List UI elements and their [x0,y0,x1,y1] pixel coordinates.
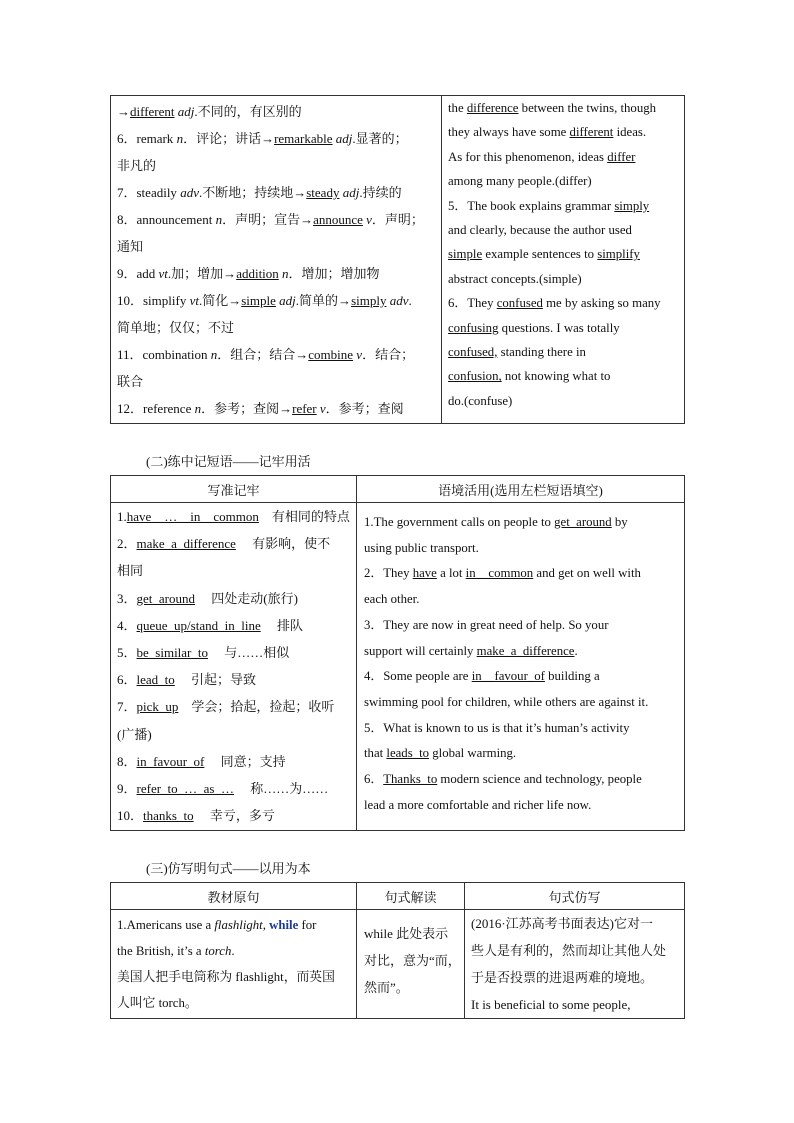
text-line [364,613,684,639]
answer-blank: be_similar_to [136,645,209,661]
answer-blank: in__favour_of [471,669,545,684]
text-line [471,937,684,964]
text-run: abstract concepts.(simple) [448,271,582,286]
answer-blank: refer_to_…_as_… [136,781,234,797]
answer-blank: simply [614,198,650,213]
text-run: for [298,918,317,932]
vocab-left-cell [111,96,442,424]
text-run: .显著的； [352,131,408,146]
vocab-right-lines [442,96,684,413]
answer-blank: steady [306,185,340,200]
text-line [117,530,356,557]
text-line [364,741,684,767]
text-line [448,316,684,340]
answer-blank: lead_to [136,672,175,688]
text-run: .简单的→ [295,293,352,308]
text-line [364,690,684,716]
text-line [117,179,441,206]
text-run: .不断地；持续地→ [198,185,307,200]
text-line [364,536,684,562]
text-run: 3． [117,590,137,606]
answer-blank: get_around [554,515,612,529]
answer-blank: different [569,125,614,140]
text-line [117,206,441,233]
text-run: 2． [117,536,137,552]
text-run: 1. [117,509,127,524]
text-line [117,639,356,666]
answer-blank: refer [292,401,317,416]
text-run: 美国人把手电筒称为 flashlight，而英国 [117,970,335,984]
answer-blank: simple [448,247,483,262]
text-line [471,910,684,937]
answer-blank: queue_up/stand_in_line [136,617,261,633]
text-run: v [319,401,326,416]
text-run: 人叫它 torch。 [117,996,198,1010]
text-run: 2．They [364,566,413,581]
sentence-original-lines [111,910,356,1016]
text-run: 9．add [117,266,159,281]
sentence-analysis-lines [357,910,464,1001]
text-line [117,721,356,748]
answer-blank: have__…__in__common [126,509,259,524]
text-run: 称……为…… [233,781,329,797]
text-run: vt [158,266,168,281]
text-run: 8．announcement [117,212,216,227]
text-run: 学会；拾起，捡起；收听 [178,699,335,715]
answer-blank: combine [308,347,354,362]
text-run: 5． [117,645,137,661]
text-run: adv [180,185,199,200]
sentence-head-analysis: 句式解读 [357,883,465,910]
sentence-imitation-lines [465,910,684,1018]
text-line [117,802,356,829]
text-run: building a [544,669,600,684]
sentence-original-cell [111,910,357,1019]
text-run: . [574,643,578,658]
vocab-left-lines [111,96,441,422]
text-run: while 此处表示 [364,926,449,941]
text-run: adv [389,293,409,308]
text-run: the British, it’s a [117,944,205,958]
text-run: ．声明；宣告→ [222,212,314,227]
sentence-imitation-cell [465,910,685,1019]
text-run: ．评论；讲话→ [183,131,275,146]
text-run: It is beneficial to some people, [471,997,631,1012]
text-run: flashlight, [214,918,266,932]
text-line [364,920,464,947]
phrase-left-cell [111,503,357,831]
text-run: me by asking so many [542,296,661,311]
text-line [364,716,684,742]
answer-blank: confused [496,296,543,311]
phrase-right-cell [357,503,685,831]
phrase-table [110,475,685,831]
answer-blank: get_around [136,590,195,606]
answer-blank: in_favour_of [136,753,205,769]
section3-title: (三)仿写明句式——以用为本 [146,861,311,876]
text-line [448,218,684,242]
text-run: do.(confuse) [448,393,513,408]
text-run: between the twins, though [518,101,657,115]
text-run: .持续的 [359,185,402,200]
text-line [448,267,684,291]
answer-blank: simply [351,293,387,308]
text-run: n [210,347,218,362]
answer-blank: announce [313,212,363,227]
text-line [448,96,684,120]
vocab-right-cell [442,96,685,424]
phrase-left-lines [111,503,356,829]
text-run: 然而”。 [364,980,409,995]
text-run: (广播) [117,726,152,742]
vocab-table [110,95,685,424]
sentence-table [110,882,685,1019]
text-run: 12．reference [117,401,195,416]
text-run: adj [177,104,195,119]
text-run: 7．steadily [117,185,181,200]
text-run: standing there in [497,345,586,360]
text-run: ．结合； [362,347,415,362]
text-run: n [176,131,184,146]
text-run: vt [189,293,199,308]
text-line [448,120,684,144]
text-line [117,503,356,530]
text-line [117,287,441,314]
text-run: 非凡的 [117,158,157,173]
text-run: not knowing what to [501,369,611,384]
text-run: 9． [117,781,137,797]
sentence-head-original: 教材原句 [111,883,357,910]
text-run: 10．simplify [117,293,190,308]
text-run: 与……相似 [208,645,290,661]
text-run: n [194,401,202,416]
text-line [364,587,684,613]
text-run: using public transport. [364,540,479,555]
text-run: swimming pool for children, while others are against it. [364,694,649,709]
text-run: 同意；支持 [204,753,286,769]
answer-blank: thanks_to [143,808,194,824]
text-run: v [356,347,363,362]
text-line [448,242,684,266]
text-run: 于是否投票的进退两难的境地。 [471,970,654,985]
text-line [117,666,356,693]
answer-blank: confusion, [448,369,502,384]
text-run: modern science and technology, people [437,772,642,787]
text-run: the [448,101,467,115]
text-line [117,990,356,1016]
text-run: 10． [117,808,144,824]
text-run: n [215,212,223,227]
text-run: 幸亏，多亏 [193,808,275,824]
text-line [448,169,684,193]
phrase-head-right: 语境活用(选用左栏短语填空) [357,476,685,503]
text-run: 对比，意为“而， [364,953,461,968]
text-run: 5．The book explains grammar [448,198,615,213]
text-run: and get on well with [533,566,641,581]
text-run: 5．What is known to us is that it’s human’s activity [364,720,630,735]
text-line [117,557,356,584]
text-run: adj [342,185,360,200]
text-line [117,260,441,287]
text-line [117,912,356,938]
text-run: 引起；导致 [174,672,257,688]
text-run: each other. [364,592,420,607]
text-line [117,585,356,612]
text-line [471,991,684,1018]
text-run: 3．They are now in great need of help. So your [364,617,609,632]
text-run: ．参考；查阅 [325,401,404,416]
text-line [448,340,684,364]
text-line [117,775,356,802]
text-line [364,793,684,819]
answer-blank: remarkable [274,131,333,146]
section2-title: (二)练中记短语——记牢用活 [146,454,311,469]
answer-blank: make_a_difference [136,536,236,552]
text-line [117,152,441,179]
text-line [364,639,684,665]
text-line [364,767,684,793]
sentence-analysis-cell [357,910,465,1019]
answer-blank: simplify [597,247,640,262]
text-run: . [408,293,412,308]
answer-blank: addition [236,266,279,281]
text-line [117,612,356,639]
text-line [117,314,441,341]
answer-blank: make_a_difference [476,643,575,658]
text-run: torch [204,944,232,958]
text-run: 7． [117,699,137,715]
text-run: .简化→ [198,293,242,308]
text-run: 6．remark [117,131,177,146]
text-line [117,98,441,125]
text-run: → [117,104,130,119]
text-run: questions. I was totally [498,320,620,335]
text-run: 1.The government calls on people to [364,515,555,529]
text-line [117,368,441,395]
text-run: 些人是有利的，然而却让其他人处 [471,943,667,958]
answer-blank: pick_up [136,699,179,715]
text-line [364,561,684,587]
text-run: ．参考；查阅→ [201,401,293,416]
text-run: they always have some [448,125,570,140]
answer-blank: simple [241,293,276,308]
text-run: that [364,746,387,761]
text-run: ．增加；增加物 [288,266,380,281]
text-line [448,364,684,388]
answer-blank: different [130,104,175,119]
text-run: . [231,944,235,958]
answer-blank: confused, [448,345,498,360]
text-line [364,947,464,974]
text-line [117,233,441,260]
phrase-head-left: 写准记牢 [111,476,357,503]
text-run: 四处走动(旅行) [195,590,298,606]
text-run: 简单地；仅仅；不过 [117,320,235,335]
text-run: lead a more comfortable and richer life now. [364,797,592,812]
answer-blank: differ [607,149,636,164]
text-line [364,510,684,536]
text-run: by [611,515,628,529]
text-run: n [282,266,289,281]
text-line [117,693,356,720]
text-run: 1.Americans use a [117,918,215,932]
text-run: .加；增加→ [167,266,237,281]
text-line [364,664,684,690]
text-run: and clearly, because the author used [448,223,632,238]
text-line [117,748,356,775]
text-line [448,291,684,315]
text-line [448,389,684,413]
text-line [364,974,464,1001]
text-run: ．声明； [371,212,424,227]
text-run: ．组合；结合→ [217,347,309,362]
text-run: 有影响，使不 [235,536,331,552]
text-run: 4．Some people are [364,669,472,684]
answer-blank: difference [466,101,519,115]
text-run: 6． [364,772,384,787]
text-run: 4． [117,617,137,633]
text-run: support will certainly [364,643,477,658]
text-run: among many people.(differ) [448,174,592,189]
text-run: a lot [436,566,466,581]
text-run: 6．They [448,296,497,311]
text-run: .不同的，有区别的 [194,104,302,119]
text-run: 6． [117,672,137,688]
text-run: 排队 [260,617,303,633]
answer-blank: have [412,566,437,581]
answer-blank: leads_to [386,746,430,761]
text-run: global warming. [429,746,517,761]
answer-blank: confusing [448,320,499,335]
text-run: 通知 [117,239,144,254]
text-line [117,395,441,422]
text-run: adj [335,131,353,146]
text-line [117,938,356,964]
text-line [471,964,684,991]
text-line [117,964,356,990]
text-run: adj [279,293,296,308]
text-line [448,194,684,218]
text-run: ideas. [613,125,647,140]
text-run: example sentences to [482,247,598,262]
text-run: As for this phenomenon, ideas [448,149,608,164]
text-run: 11．combination [117,347,211,362]
answer-blank: Thanks_to [383,772,438,787]
text-run: (2016·江苏高考书面表达)它对一 [471,916,653,931]
text-run: 联合 [117,374,144,389]
text-run: 有相同的特点 [258,509,350,524]
answer-blank: in__common [465,566,534,581]
text-run: 8． [117,753,137,769]
text-run: while [269,918,299,932]
text-run: v [366,212,372,227]
text-line [448,145,684,169]
text-line [117,341,441,368]
sentence-head-imitation: 句式仿写 [465,883,685,910]
text-line [117,125,441,152]
text-run: 相同 [117,563,144,579]
phrase-right-lines [357,503,684,818]
